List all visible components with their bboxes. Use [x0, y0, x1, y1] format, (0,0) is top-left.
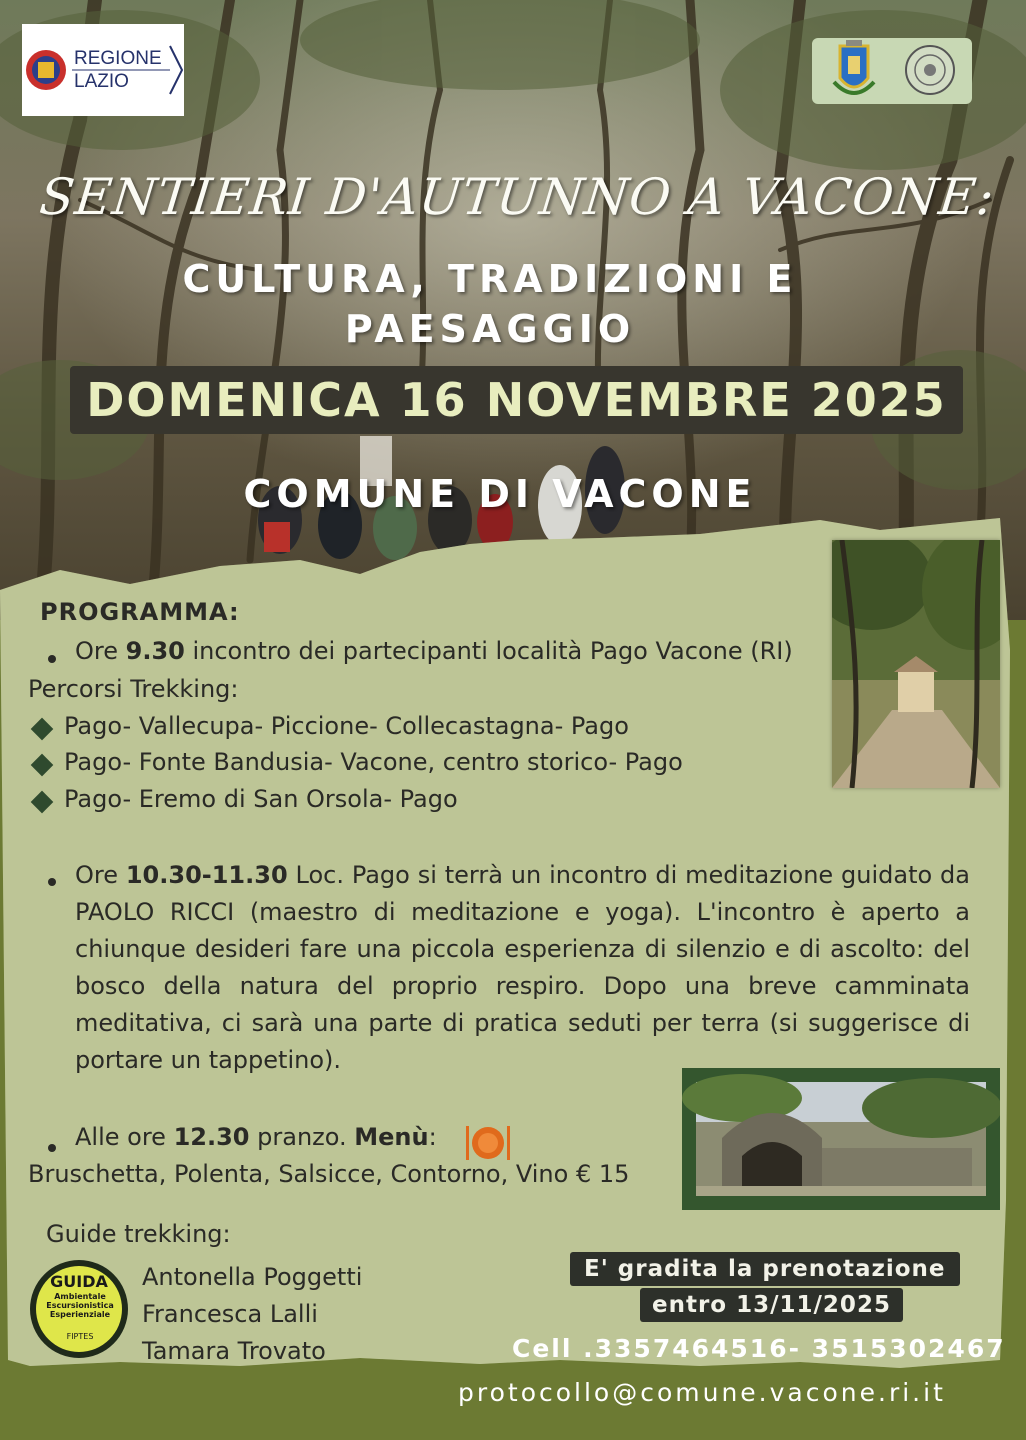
email-address: protocollo@comune.vacone.ri.it — [458, 1378, 946, 1407]
guide-name: Tamara Trovato — [142, 1337, 326, 1365]
programma-heading: PROGRAMMA: — [40, 598, 240, 626]
plate-cutlery-icon — [462, 1122, 514, 1164]
phone-numbers: Cell .3357464516- 3515302467 — [512, 1334, 1006, 1363]
program-item-meditation: Ore 10.30-11.30 Loc. Pago si terrà un incontro di meditazione guidato da PAOLO RICCI (maestro di meditazione e yoga). L'incontro è aperto a chiunque desideri fare una piccola esperienza di silenzio e di ascolto: del bosco della natura del proprio respiro. Dopo una breve camminata meditativa, ci sarà una parte di pratica seduti per terra (si suggerisce di portare un tappetino). — [75, 861, 970, 1074]
guide-name: Francesca Lalli — [142, 1300, 318, 1328]
bullet-icon — [48, 871, 56, 890]
guida-badge-org: FIPTES — [66, 1332, 94, 1341]
route-item: Pago- Eremo di San Orsola- Pago — [64, 785, 458, 813]
guide-name: Antonella Poggetti — [142, 1263, 363, 1291]
program-item-meeting: Ore 9.30 incontro dei partecipanti località Pago Vacone (RI) — [75, 637, 793, 665]
script-title: SENTIERI D'AUTUNNO A VACONE: — [36, 168, 998, 226]
bullet-icon — [48, 1137, 56, 1156]
guida-badge-subtitle: Ambientale Escursionistica Esperienziale — [46, 1292, 114, 1319]
subtitle: CULTURA, TRADIZIONI E PAESAGGIO — [182, 257, 798, 351]
comune-title: COMUNE DI VACONE — [243, 472, 757, 516]
event-date: DOMENICA 16 NOVEMBRE 2025 — [86, 373, 947, 427]
program-item-lunch: Alle ore 12.30 pranzo. Menù: — [75, 1123, 437, 1151]
guide-trekking-label: Guide trekking: — [46, 1220, 231, 1248]
percorsi-trekking-label: Percorsi Trekking: — [28, 675, 239, 703]
prenotazione-deadline: entro 13/11/2025 — [640, 1288, 903, 1322]
route-item: Pago- Vallecupa- Piccione- Collecastagna- Pago — [64, 712, 629, 740]
regione-lazio-label: REGIONE LAZIO — [74, 48, 162, 92]
association-seal-icon — [906, 46, 954, 94]
comune-vacone-crest-icon — [834, 40, 874, 93]
prenotazione-banner: E' gradita la prenotazione — [570, 1252, 960, 1286]
church-path-photo — [832, 540, 1000, 788]
menu-items: Bruschetta, Polenta, Salsicce, Contorno, Vino € 15 — [28, 1160, 630, 1188]
route-item: Pago- Fonte Bandusia- Vacone, centro storico- Pago — [64, 748, 683, 776]
guida-badge-title: GUIDA — [50, 1272, 108, 1291]
bullet-icon — [48, 648, 56, 667]
fountain-stamp-photo — [682, 1068, 1000, 1210]
comune-logos — [812, 38, 972, 104]
